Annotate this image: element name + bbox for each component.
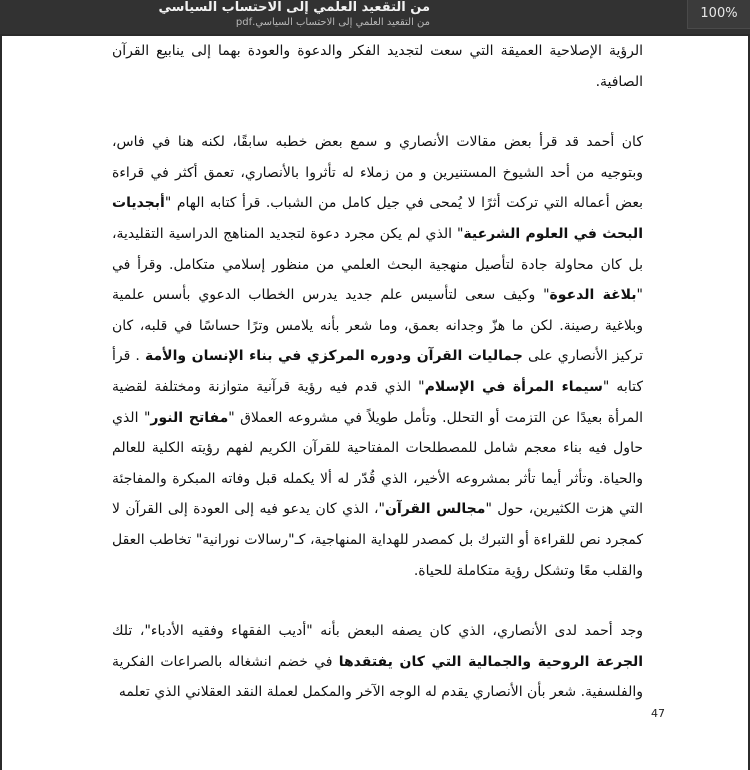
bold-title-simaa: سيماء المرأة في الإسلام — [424, 378, 603, 395]
document-title-block — [158, 0, 430, 29]
text-run: في خضم انشغاله بالصراعات الفكرية والفلسفية. شعر بأن الأنصاري يقدم له الوجه الآخر والمكمل لعملة النقد العقلاني الذي تعلمه — [112, 653, 643, 701]
bold-title-abjadiyat: أبجديات البحث في العلوم الشرعية — [112, 195, 643, 242]
text-run: وجد أحمد لدى الأنصاري، الذي كان يصفه البعض بأنه "أديب الفقهاء وفقيه الأدباء"، تلك — [112, 623, 643, 640]
zoom-level-control[interactable]: 100% — [687, 0, 750, 29]
viewer-toolbar — [0, 0, 750, 34]
bold-title-majalis: مجالس القرآن — [384, 501, 486, 518]
page-number: 47 — [651, 707, 665, 720]
paragraph-1: الرؤية الإصلاحية العميقة التي سعت لتجديد الفكر والدعوة والعودة بهما إلى ينابيع القرآن الصافية. — [112, 43, 643, 90]
text-run: " وكيف سعى لتأسيس علم جديد يدرس الخطاب الدعوي بأسس علمية وبلاغية رصينة. لكن ما هزّ وجدانه بعمق، وما شعر بأنه يلامس وترًا حساسًا في قلبه، كان تركيز الأنصاري على — [112, 287, 644, 365]
paragraph-3 — [112, 616, 643, 708]
pdf-page — [2, 36, 748, 770]
document-title: من التقعيد العلمي إلى الاحتساب السياسي — [158, 0, 430, 15]
bold-phrase-jamaliyat: جماليات القرآن ودوره المركزي في بناء الإنسان والأمة — [145, 348, 523, 365]
bold-phrase-jura: الجرعة الروحية والجمالية التي كان يفتقدها — [338, 653, 644, 670]
text-run: " الذي حاول فيه بناء معجم شامل للمصطلحات المفتاحية للقرآن الكريم لفهم رؤيته الكلية للعالم والحياة. وتأثر أيما تأثر بمشروعه الأخير، الذي قُدّر له ألا يكمله قبل وفاته المبكرة والمفاجئة التي هزت الكثيرين، حول " — [112, 409, 643, 518]
document-filename: من التقعيد العلمي إلى الاحتساب السياسي.pdf — [235, 17, 430, 28]
text-run: . قرأ كتابه " — [112, 348, 643, 395]
text-run: " الذي لم يكن مجرد دعوة لتجديد المناهج الدراسية التقليدية، بل كان محاولة جادة لتأصيل منهجية البحث العلمي من منظور إسلامي متكامل. وقرأ في " — [112, 225, 643, 304]
text-run: كان أحمد قد قرأ بعض مقالات الأنصاري و سمع بعض خطبه سابقًا، لكنه هنا في فاس، وبتوجيه من أحد الشيوخ المستنيرين و من زملاء له تأثروا بالأنصاري، تعمق أكثر في قراءة بعض أعماله التي تركت أثرًا لا يُمحى في جيل كامل من الشباب. قرأ كتابه الهام " — [112, 134, 643, 212]
bold-title-mafatih: مفاتح النور — [150, 409, 229, 426]
page-body-text — [112, 36, 643, 708]
bold-title-balaghat: بلاغة الدعوة — [549, 287, 637, 304]
paragraph-2 — [112, 127, 643, 586]
text-run: " الذي قدم فيه رؤية قرآنية متوازنة ومختلفة لقضية المرأة بعيدًا عن التزمت أو التحلل. وتأمل طويلاً في مشروعه العملاق " — [112, 378, 643, 426]
text-run: "، الذي كان يدعو فيه إلى العودة إلى القرآن لا كمجرد نص للقراءة أو التبرك بل كمصدر للهداية المنهاجية، كـ"رسالات نورانية" تخاطب العقل والقلب معًا وتشكل رؤية متكاملة للحياة. — [112, 501, 643, 579]
